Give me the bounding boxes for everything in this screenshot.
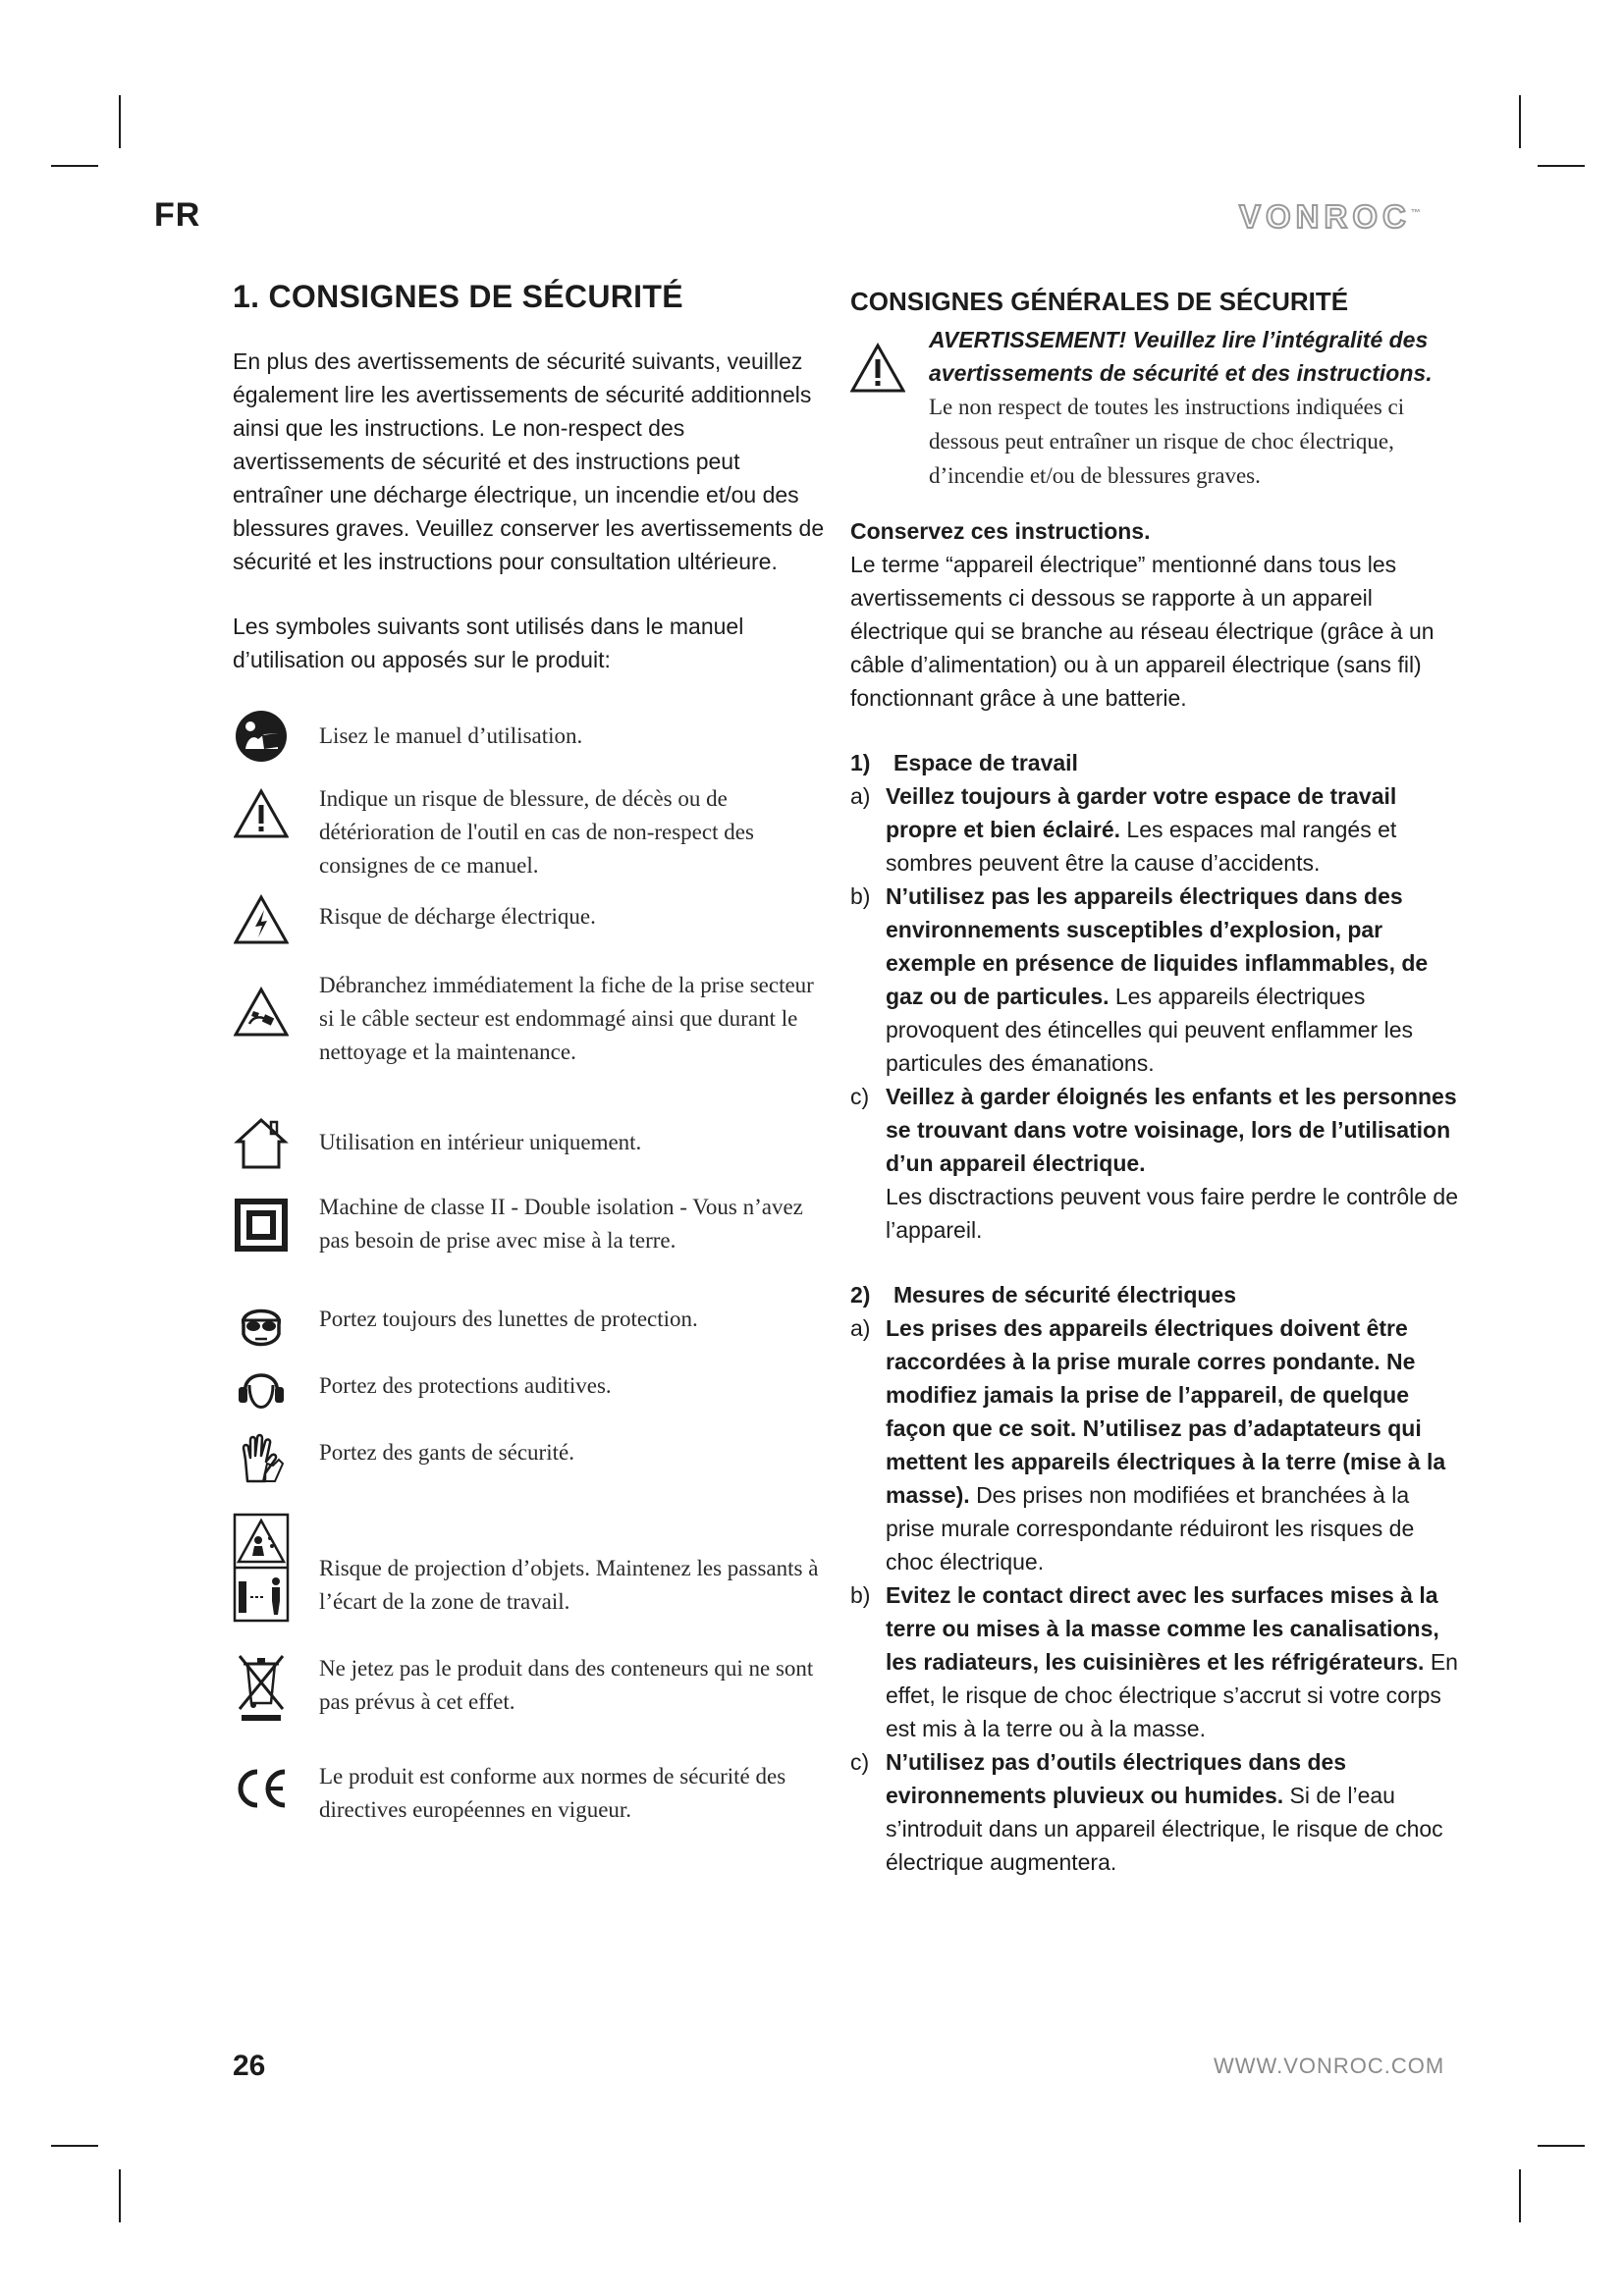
electric-shock-icon — [233, 894, 290, 947]
crop-mark — [119, 2169, 121, 2222]
class-ii-icon — [233, 1191, 290, 1252]
symbol-text: Portez des protections auditives. — [319, 1373, 612, 1398]
section-heading: 2) Mesures de sécurité électriques — [850, 1282, 1236, 1308]
symbol-item — [233, 782, 832, 894]
symbol-item — [233, 710, 832, 774]
ear-protection-icon — [233, 1363, 290, 1416]
list-item: c) N’utilisez pas d’outils électriques dans des evironnements pluvieux ou humides. Si de l’eau s’introduit dans un appareil électrique, le risque de choc électrique augmentera. — [850, 1749, 1443, 1875]
symbol-text: Utilisation en intérieur uniquement. — [319, 1130, 642, 1154]
footer-url: WWW.VONROC.COM — [1214, 2054, 1445, 2078]
read-manual-icon — [233, 710, 290, 763]
crop-mark — [51, 2145, 98, 2147]
warning-text — [929, 323, 1459, 493]
conserve-title: Conservez ces instructions. — [850, 518, 1151, 544]
language-code: FR — [154, 196, 201, 234]
page-number: 26 — [233, 2050, 266, 2082]
symbol-item — [233, 1116, 832, 1185]
safety-glasses-icon — [233, 1297, 290, 1350]
list-item: c) Veillez à garder éloignés les enfants et les personnes se trouvant dans votre voisinage, lors de l’utilisation d’un appareil électrique. Les disctractions peuvent vous faire perdre le contrôle de l’appareil. — [850, 1084, 1458, 1243]
symbol-text: Risque de décharge électrique. — [319, 904, 596, 929]
symbol-text: Portez des gants de sécurité. — [319, 1440, 574, 1465]
ce-mark-icon — [233, 1760, 290, 1819]
section-title: 1. CONSIGNES DE SÉCURITÉ — [233, 279, 683, 314]
subsection-title: CONSIGNES GÉNÉRALES DE SÉCURITÉ — [850, 287, 1349, 316]
list-item: a) Les prises des appareils électriques doivent être raccordées à la prise murale corres pondante. Ne modifiez jamais la prise de l’appareil, de quelque façon que ce soit. N’utilisez pas d’adaptateurs qui mettent les appareils électriques à la terre (mise à la masse). Des prises non modifiées et branchées à la prise murale correspondante réduiront les risques de choc électrique. — [850, 1315, 1446, 1575]
symbol-item — [233, 1760, 832, 1866]
section-heading: 1) Espace de travail — [850, 750, 1078, 775]
indoor-use-icon — [233, 1116, 290, 1169]
symbol-item — [233, 1652, 832, 1758]
crop-mark — [1519, 2169, 1521, 2222]
symbol-item — [233, 1513, 832, 1652]
right-column — [850, 279, 1459, 1879]
symbol-item — [233, 1297, 832, 1363]
symbol-text: Machine de classe II - Double isolation - Vous n’avez pas besoin de prise avec mise à la terre. — [319, 1195, 803, 1253]
symbol-list — [233, 710, 832, 1866]
symbol-item — [233, 1363, 832, 1430]
crop-mark — [1519, 95, 1521, 148]
symbol-item — [233, 969, 832, 1116]
symbol-text: Risque de projection d’objets. Maintenez les passants à l’écart de la zone de travail. — [319, 1556, 819, 1614]
weee-bin-icon — [233, 1652, 290, 1723]
unplug-icon — [233, 969, 290, 1040]
symbols-intro: Les symboles suivants sont utilisés dans le manuel d’utilisation ou apposés sur le produit: — [233, 614, 744, 672]
brand-logo: VONROC™ — [1239, 198, 1421, 235]
conserve-paragraph: Le terme “appareil électrique” mentionné dans tous les avertissements ci dessous se rapporte à un appareil électrique qui se branche au réseau électrique (grâce à un câble d’alimentation) ou à un appareil électrique (sans fil) fonctionnant grâce à une batterie. — [850, 552, 1435, 711]
warning-bold: AVERTISSEMENT! Veuillez lire l’intégralité des avertissements de sécurité et des instructions. — [929, 327, 1433, 386]
symbol-text: Le produit est conforme aux normes de sécurité des directives européennes en vigueur. — [319, 1764, 786, 1822]
symbol-text: Indique un risque de blessure, de décès ou de détérioration de l'outil en cas de non-respect des consignes de ce manuel. — [319, 786, 754, 878]
warning-block — [850, 323, 1459, 493]
symbol-item — [233, 894, 832, 961]
crop-mark — [119, 95, 121, 148]
warning-icon — [850, 323, 907, 399]
symbol-text: Débranchez immédiatement la fiche de la prise secteur si le câble secteur est endommagé ainsi que durant le nettoyage et la maintenance. — [319, 973, 814, 1064]
list-item: a) Veillez toujours à garder votre espace de travail propre et bien éclairé. Les espaces mal rangés et sombres peuvent être la cause d’accidents. — [850, 783, 1397, 876]
symbol-text: Ne jetez pas le produit dans des conteneurs qui ne sont pas prévus à cet effet. — [319, 1656, 814, 1714]
list-item: b) Evitez le contact direct avec les surfaces mises à la terre ou mises à la masse comme les canalisations, les radiateurs, les cuisinières et les réfrigérateurs. En effet, le risque de choc électrique s’accrut si votre corps est mis à la terre ou à la masse. — [850, 1582, 1458, 1741]
crop-mark — [1538, 2145, 1585, 2147]
symbol-item — [233, 1191, 832, 1297]
crop-mark — [1538, 165, 1585, 167]
intro-paragraph: En plus des avertissements de sécurité suivants, veuillez également lire les avertissements de sécurité additionnels ainsi que les instructions. Le non-respect des avertissements de sécurité et des instructions peut entraîner une décharge électrique, un incendie et/ou des blessures graves. Veuillez conserver les avertissements de sécurité et les instructions pour consultation ultérieure. — [233, 348, 825, 574]
safety-gloves-icon — [233, 1430, 290, 1483]
warning-icon — [233, 782, 290, 841]
symbol-text: Portez toujours des lunettes de protection. — [319, 1307, 698, 1331]
flying-objects-icon — [233, 1513, 290, 1623]
symbol-text: Lisez le manuel d’utilisation. — [319, 723, 583, 748]
warning-body-text: Le non respect de toutes les instructions indiquées ci dessous peut entraîner un risque de choc électrique, d’incendie et/ou de blessures graves. — [929, 395, 1405, 488]
list-item: b) N’utilisez pas les appareils électriques dans des environnements susceptibles d’explosion, par exemple en présence de liquides inflammables, de gaz ou de particules. Les appareils électriques provoquent des étincelles qui peuvent enflammer les particules des émanations. — [850, 883, 1429, 1076]
left-column — [233, 279, 832, 1866]
symbol-item — [233, 1430, 832, 1507]
crop-mark — [51, 165, 98, 167]
